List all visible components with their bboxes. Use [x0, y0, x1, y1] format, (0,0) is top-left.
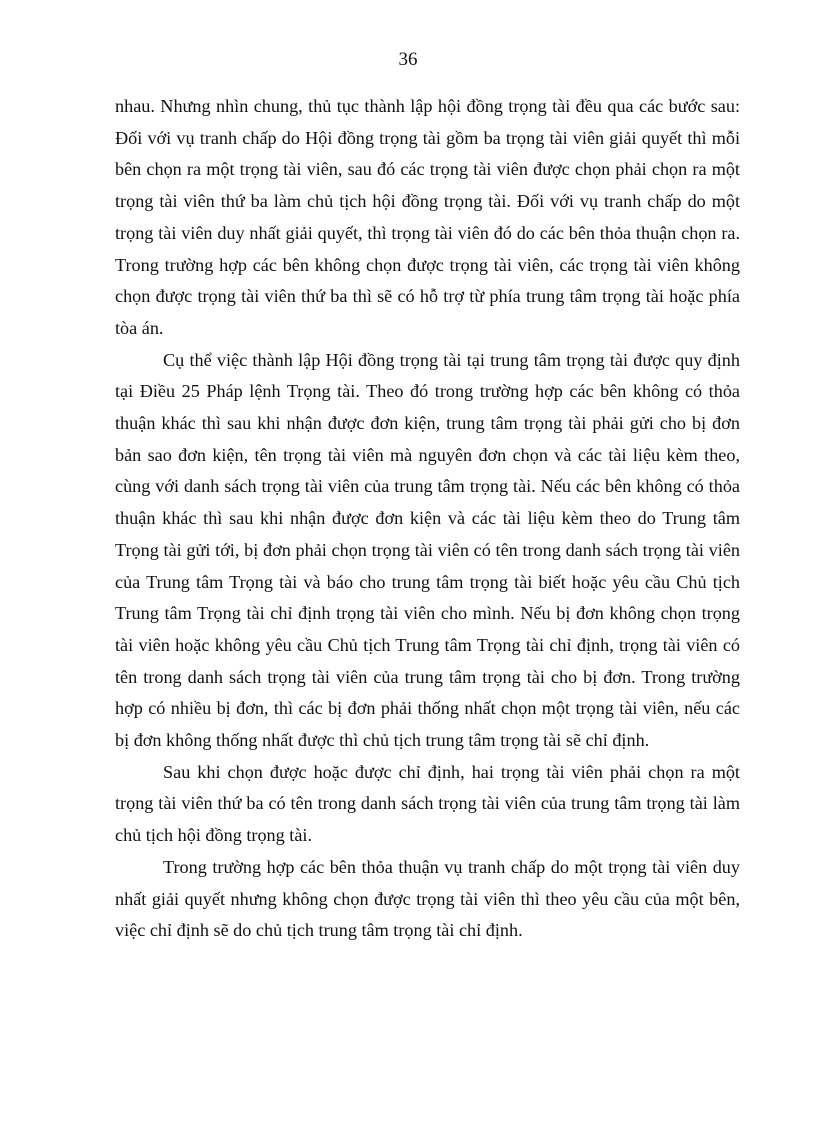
paragraph-1: nhau. Nhưng nhìn chung, thủ tục thành lập hội đồng trọng tài đều qua các bước sau: Đối với vụ tranh chấp do Hội đồng trọng tài gồm ba trọng tài viên giải quyết thì mỗi bên chọn ra một trọng tài viên, sau đó các trọng tài viên được chọn phải chọn ra một trọng tài viên thứ ba làm chủ tịch hội đồng trọng tài. Đối với vụ tranh chấp do một trọng tài viên duy nhất giải quyết, thì trọng tài viên đó do các bên thỏa thuận chọn ra. Trong trường hợp các bên không chọn được trọng tài viên, các trọng tài viên không chọn được trọng tài viên thứ ba thì sẽ có hỗ trợ từ phía trung tâm trọng tài hoặc phía tòa án.	[115, 96, 740, 338]
paragraph-2: Cụ thể việc thành lập Hội đồng trọng tài tại trung tâm trọng tài được quy định tại Điều 25 Pháp lệnh Trọng tài. Theo đó trong trường hợp các bên không có thỏa thuận khác thì sau khi nhận được đơn kiện, trung tâm trọng tài phải gửi cho bị đơn bản sao đơn kiện, tên trọng tài viên mà nguyên đơn chọn và các tài liệu kèm theo, cùng với danh sách trọng tài viên của trung tâm trọng tài. Nếu các bên không có thỏa thuận khác thì sau khi nhận được đơn kiện và các tài liệu kèm theo do Trung tâm Trọng tài gửi tới, bị đơn phải chọn trọng tài viên có tên trong danh sách trọng tài viên của Trung tâm Trọng tài và báo cho trung tâm trọng tài biết hoặc yêu cầu Chủ tịch Trung tâm Trọng tài chỉ định trọng tài viên cho mình. Nếu bị đơn không chọn trọng tài viên hoặc không yêu cầu Chủ tịch Trung tâm Trọng tài chỉ định, trọng tài viên có tên trong danh sách trọng tài viên của trung tâm trọng tài cho bị đơn. Trong trường hợp có nhiều bị đơn, thì các bị đơn phải thống nhất chọn một trọng tài viên, nếu các bị đơn không thống nhất được thì chủ tịch trung tâm trọng tài sẽ chỉ định.	[115, 349, 740, 751]
paragraph-3: Sau khi chọn được hoặc được chỉ định, hai trọng tài viên phải chọn ra một trọng tài viên thứ ba có tên trong danh sách trọng tài viên của trung tâm trọng tài làm chủ tịch hội đồng trọng tài.	[115, 761, 740, 846]
page-number: 36	[398, 49, 418, 70]
paragraph-4: Trong trường hợp các bên thỏa thuận vụ tranh chấp do một trọng tài viên duy nhất giải quyết nhưng không chọn được trọng tài viên thì theo yêu cầu của một bên, việc chỉ định sẽ do chủ tịch trung tâm trọng tài chỉ định.	[115, 856, 740, 941]
body-text	[115, 91, 740, 947]
